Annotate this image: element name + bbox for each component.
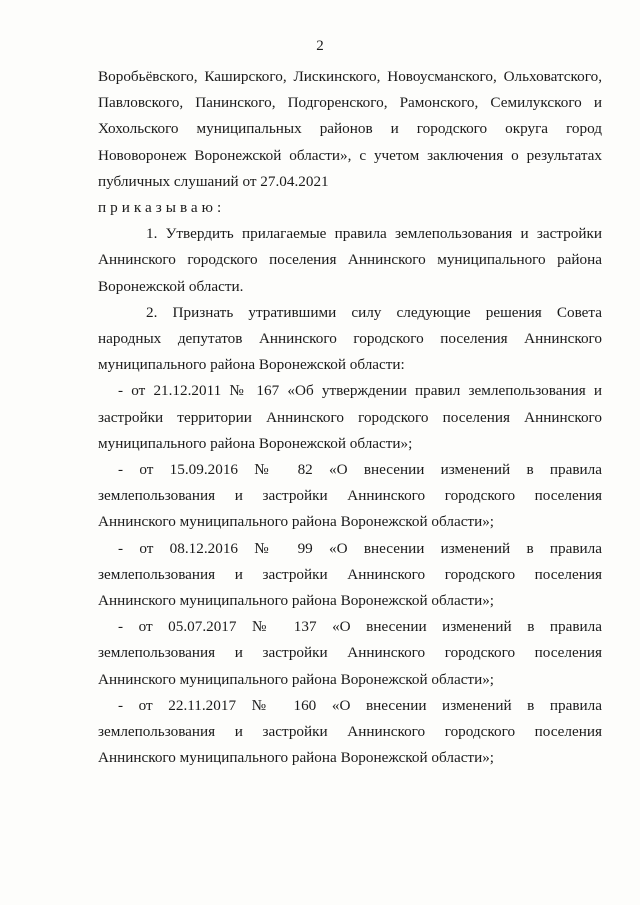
- text-line: Аннинского городского поселения Аннинского муниципального района: [98, 251, 602, 269]
- decision-item: - от 08.12.2016 № 99 «О внесении изменений в правила: [118, 539, 602, 557]
- item-2-line: 2. Признать утратившими силу следующие решения Совета: [146, 303, 602, 321]
- decision-item: - от 15.09.2016 № 82 «О внесении изменений в правила: [118, 461, 602, 479]
- text-line: Хохольского муниципальных районов и городского округа город: [98, 120, 602, 138]
- text-line: землепользования и застройки Аннинского городского поселения: [98, 644, 602, 662]
- text-line: Воронежской области.: [98, 277, 244, 295]
- item-1-line: 1. Утвердить прилагаемые правила землепользования и застройки: [146, 225, 602, 243]
- decision-item: - от 05.07.2017 № 137 «О внесении изменений в правила: [118, 618, 602, 636]
- page-number: 2: [316, 38, 324, 54]
- text-line: Аннинского муниципального района Воронежской области»;: [98, 749, 495, 767]
- order-word: приказываю:: [98, 199, 226, 217]
- text-line: муниципального района Воронежской области»;: [98, 434, 413, 452]
- text-line: Аннинского муниципального района Воронежской области»;: [98, 670, 495, 688]
- text-line: Воробьёвского, Каширского, Лискинского, Новоусманского, Ольховатского,: [98, 68, 602, 85]
- text-line: народных депутатов Аннинского городского поселения Аннинского: [98, 330, 602, 348]
- text-line: Павловского, Панинского, Подгоренского, Рамонского, Семилукского и: [98, 94, 602, 112]
- text-line: землепользования и застройки Аннинского городского поселения: [98, 487, 602, 505]
- text-line: землепользования и застройки Аннинского городского поселения: [98, 723, 602, 741]
- decision-item: - от 21.12.2011 № 167 «Об утверждении правил землепользования и: [118, 382, 602, 400]
- text-line: застройки территории Аннинского городского поселения Аннинского: [98, 408, 602, 426]
- decision-item: - от 22.11.2017 № 160 «О внесении изменений в правила: [118, 696, 602, 714]
- document-body: [98, 64, 602, 771]
- text-line: Аннинского муниципального района Воронежской области»;: [98, 592, 495, 610]
- text-line: Аннинского муниципального района Воронежской области»;: [98, 513, 495, 531]
- text-line: муниципального района Воронежской области:: [98, 356, 405, 374]
- text-line: публичных слушаний от 27.04.2021: [98, 172, 329, 190]
- text-line: Нововоронеж Воронежской области», с учетом заключения о результатах: [98, 146, 602, 164]
- text-line: землепользования и застройки Аннинского городского поселения: [98, 565, 602, 583]
